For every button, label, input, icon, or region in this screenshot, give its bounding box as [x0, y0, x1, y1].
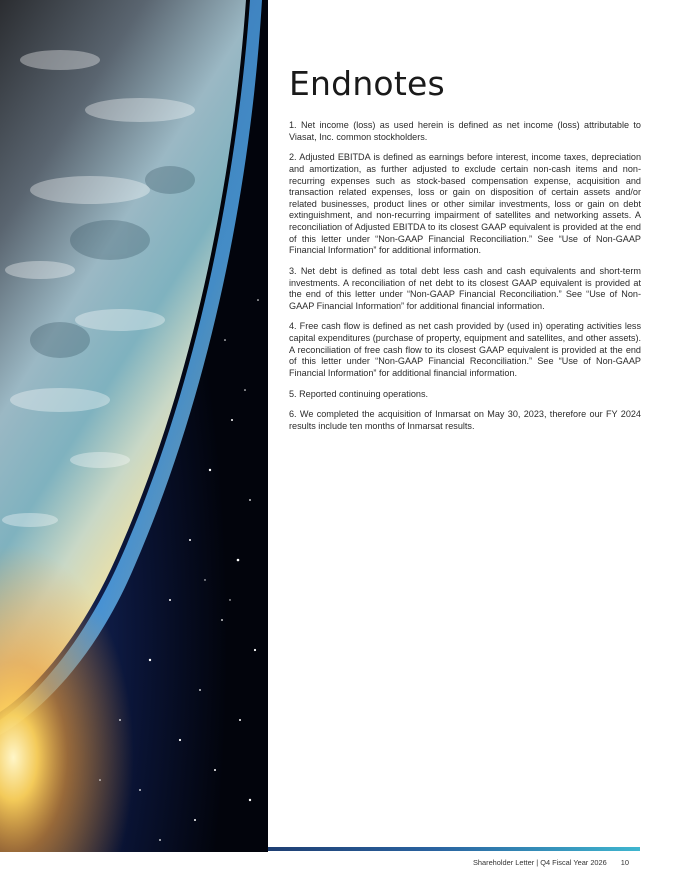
endnote-2: 2. Adjusted EBITDA is defined as earnings before interest, income taxes, depreciation and amortization, as further adjusted to exclude certain non-cash items and non-recurring expenses such as stock-based compensation expense, acquisition and transaction related expenses, loss or gain on disposition of certain assets and/or related businesses, product lines or other similar investments, loss or gain on debt extinguishment, and non-recurring impairment of satellites and networking assets. A reconciliation of Adjusted EBITDA to its closest GAAP equivalent is provided at the end of this letter under “Non-GAAP Financial Reconciliation.” See “Use of Non-GAAP Financial Information” for additional information.: [289, 152, 641, 256]
endnote-3: 3. Net debt is defined as total debt less cash and cash equivalents and short-term investments. A reconciliation of net debt to its closest GAAP equivalent is provided at the end of this letter under “Non-GAAP Financial Reconciliation.” See “Use of Non-GAAP Financial Information” for additional financial information.: [289, 265, 641, 311]
footer-divider: [268, 847, 640, 851]
footer-document-label: Shareholder Letter | Q4 Fiscal Year 2026: [472, 858, 607, 867]
page-title: Endnotes: [289, 64, 445, 103]
endnote-5: 5. Reported continuing operations.: [289, 388, 429, 399]
endnote-6: 6. We completed the acquisition of Inmarsat on May 30, 2023, therefore our FY 2024 results include ten months of Inmarsat results.: [289, 409, 641, 431]
endnote-1: 1. Net income (loss) as used herein is defined as net income (loss) attributable to Viasat, Inc. common stockholders.: [289, 120, 641, 142]
endnotes-section: [289, 62, 641, 442]
page-footer: [473, 858, 629, 867]
page-number: 10: [620, 858, 629, 867]
endnote-4: 4. Free cash flow is defined as net cash provided by (used in) operating activities less capital expenditures (purchase of property, equipment and satellites, and other assets). A reconciliation of free cash flow to its closest GAAP equivalent is provided at the end of this letter under “Non-GAAP Financial Reconciliation.” See “Use of Non-GAAP Financial Information” for additional financial information.: [289, 321, 641, 378]
earth-from-space-image: [0, 0, 268, 852]
